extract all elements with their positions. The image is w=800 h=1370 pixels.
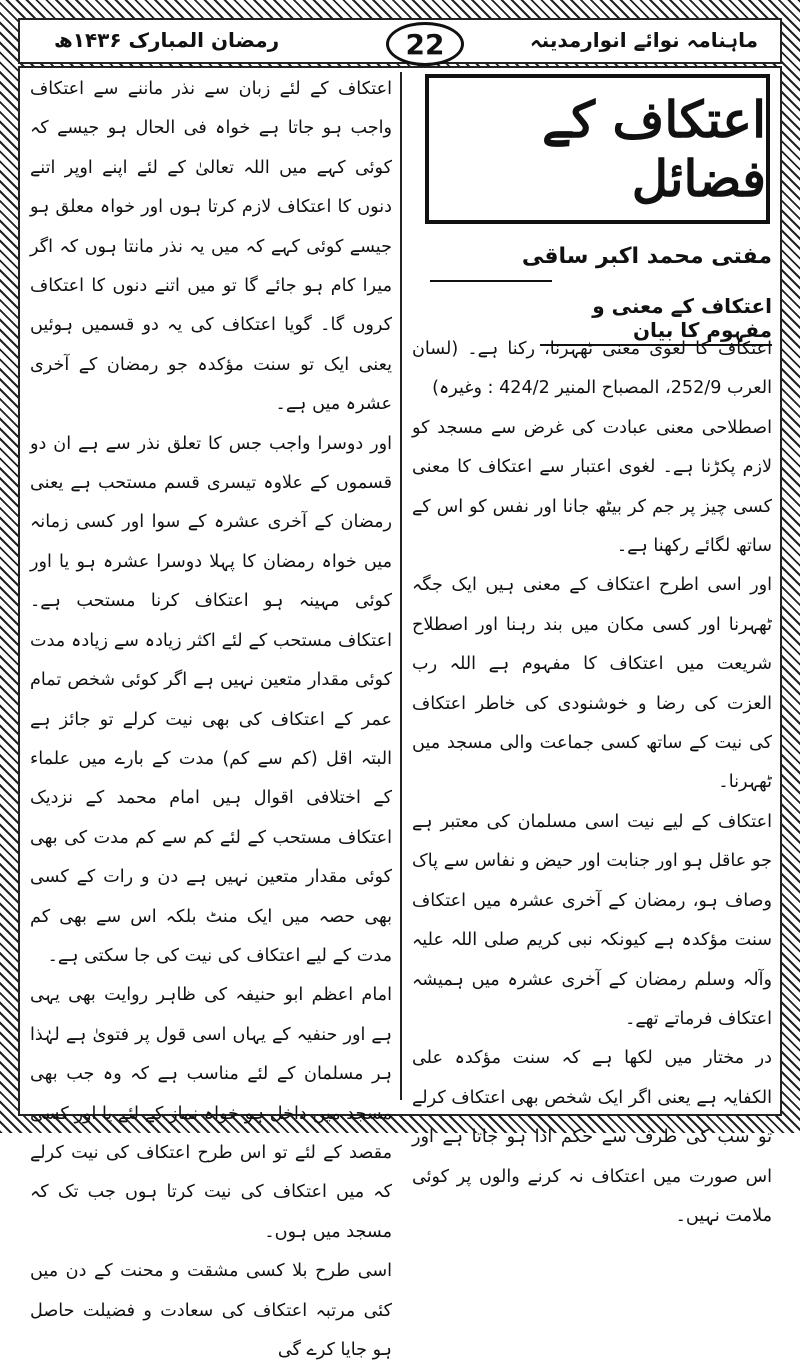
page-number: 22 <box>386 22 464 66</box>
paragraph: اور دوسرا واجب جس کا تعلق نذر سے ہے ان دو قسموں کے علاوہ تیسری قسم مستحب ہے یعنی رمضان کے آخری عشرہ کے سوا اور کسی زمانہ میں خواہ رمضان کا پہلا دوسرا عشرہ ہو یا اور کوئی مہینہ ہو اعتکاف کرنا مستحب ہے۔ اعتکاف مستحب کے لئے اکثر زیادہ سے زیادہ مدت کوئی مقدار متعین نہیں ہے اگر کوئی شخص تمام عمر کے اعتکاف کی بھی نیت کرلے تو جائز ہے البتہ اقل (کم سے کم) مدت کے بارے میں علماء کے اختلافی اقوال ہیں امام محمد کے نزدیک اعتکاف مستحب کے لئے کم سے کم مدت کی بھی کوئی مقدار متعین نہیں ہے دن و رات کے کسی بھی حصہ میں ایک منٹ بلکہ اس سے بھی کم مدت کے لیے اعتکاف کی نیت کی جا سکتی ہے۔ <box>30 433 392 966</box>
right-column <box>412 330 772 1236</box>
author-underline <box>430 280 552 282</box>
article-title: اعتکاف کے فضائل <box>542 90 766 208</box>
author-name: مفتی محمد اکبر ساقی <box>521 244 772 269</box>
column-divider <box>400 72 402 1100</box>
paragraph: در مختار میں لکھا ہے کہ سنت مؤکدہ علی الکفایہ ہے یعنی اگر ایک شخص بھی اعتکاف کرلے تو سب کی طرف سے حکم ادا ہو جاتا ہے اور اس صورت میں اعتکاف نہ کرنے والوں پر کوئی ملامت نہیں۔ <box>412 1048 772 1226</box>
paragraph: امام اعظم ابو حنیفہ کی ظاہر روایت بھی یہی ہے اور حنفیہ کے یہاں اسی قول پر فتویٰ ہے لہٰذا ہر مسلمان کے لئے مناسب ہے کہ وہ جب بھی مسجد میں داخل ہو خواہ نماز کے لئے یا اور کسی مقصد کے لئے تو اس طرح اعتکاف کی نیت کرلے کہ میں اعتکاف کی نیت کرتا ہوں جب تک کہ مسجد میں ہوں۔ <box>30 985 392 1242</box>
page-header <box>18 18 782 64</box>
paragraph: اعتکاف کے لیے نیت اسی مسلمان کی معتبر ہے جو عاقل ہو اور جنابت اور حیض و نفاس سے پاک وصاف ہو، رمضان کے آخری عشرہ میں اعتکاف سنت مؤکدہ ہے کیونکہ نبی کریم صلی اللہ علیہ وآلہ وسلم رمضان کے آخری عشرہ میں ہمیشہ اعتکاف فرماتے تھے۔ <box>412 811 772 1029</box>
paragraph: اسی طرح بلا کسی مشقت و محنت کے دن میں کئی مرتبہ اعتکاف کی سعادت و فضیلت حاصل ہو جایا کرے گی <box>30 1261 392 1360</box>
magazine-name: ماہنامہ نوائے انوارمدینہ <box>529 28 758 52</box>
left-column <box>30 70 392 1370</box>
article-title-box <box>425 74 770 224</box>
paragraph: اور اسی اطرح اعتکاف کے معنی ہیں ایک جگہ ٹھہرنا اور کسی مکان میں بند رہنا اور اصطلاح شریعت میں اعتکاف کا مفہوم ہے اللہ رب العزت کی رضا و خوشنودی کی خاطر اعتکاف کی نیت کے ساتھ کسی جماعت والی مسجد میں ٹھہرنا۔ <box>412 575 772 793</box>
paragraph: اعتکاف کا لغوی معنی ٹھہرنا، رکنا ہے۔ (لسان العرب 252/9، المصباح المنیر 424/2 : وغیرہ) <box>412 339 772 399</box>
section-heading: اعتکاف کے معنی و مفہوم کا بیان <box>540 294 772 346</box>
issue-label: رمضان المبارک ۱۴۳۶ھ <box>54 28 280 52</box>
paragraph: اعتکاف کے لئے زبان سے نذر ماننے سے اعتکاف واجب ہو جاتا ہے خواہ فی الحال ہو جیسے کہ کوئی کہے میں اللہ تعالیٰ کے لئے اپنے اوپر اتنے دنوں کا اعتکاف لازم کرتا ہوں اور خواہ معلق ہو جیسے کوئی کہے کہ میں یہ نذر مانتا ہوں کہ اگر میرا کام ہو جائے گا تو میں اتنے دنوں کا اعتکاف کروں گا۔ گویا اعتکاف کی یہ دو قسمیں ہوئیں یعنی ایک تو سنت مؤکدہ جو رمضان کے آخری عشرہ میں ہے۔ <box>30 79 392 415</box>
paragraph: اصطلاحی معنی عبادت کی غرض سے مسجد کو لازم پکڑنا ہے۔ لغوی اعتبار سے اعتکاف کا معنی کسی چیز پر جم کر بیٹھ جانا اور نفس کو اس کے ساتھ لگائے رکھنا ہے۔ <box>412 417 772 557</box>
